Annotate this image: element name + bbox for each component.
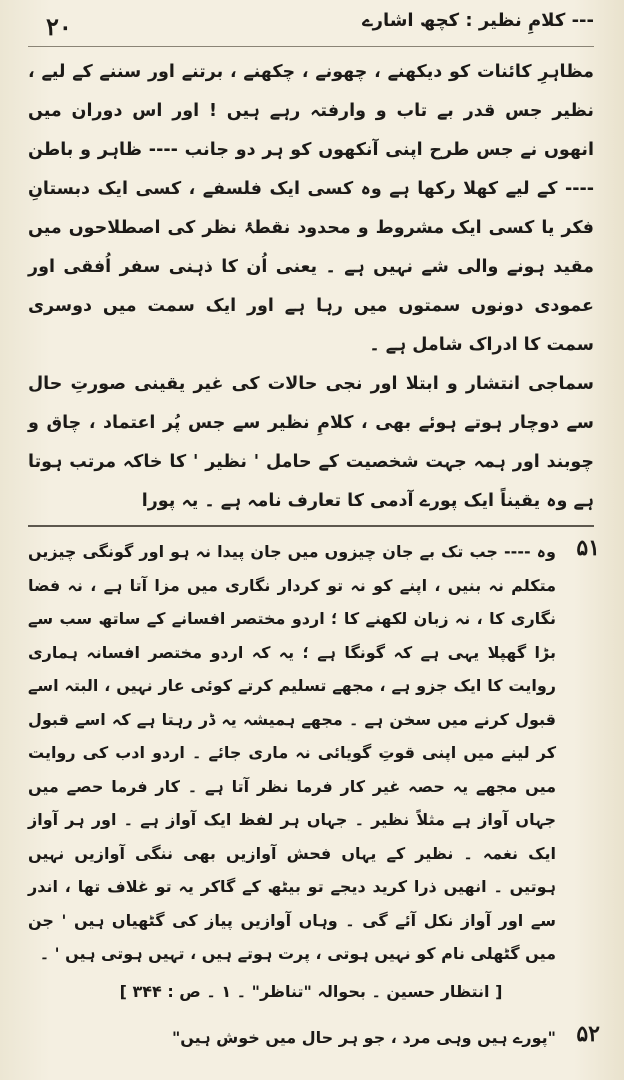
page-number: ۲۰ <box>46 12 72 41</box>
footnote-divider <box>28 525 594 527</box>
main-text <box>28 53 594 521</box>
footnote-marker: ۵۲ <box>576 1020 600 1047</box>
footnote <box>28 1020 600 1055</box>
footnote-marker: ۵۱ <box>576 535 600 561</box>
running-title: --- کلامِ نظیر : کچھ اشارے <box>362 10 594 31</box>
footnote <box>28 535 600 971</box>
paragraph: سماجی انتشار و ابتلا اور نجی حالات کی غیر یقینی صورتِ حال سے دوچار ہوتے ہوئے بھی ، کلامِ نظیر سے جس پُر اعتماد ، چاق و چوبند اور ہمہ جہت شخصیت کے حامل ' نظیر ' کا خاکہ مرتب ہوتا ہے وہ یقیناً ایک پورے آدمی کا تعارف نامہ ہے ۔ یہ پورا <box>28 374 594 511</box>
citation: [ انتظار حسین ۔ بحوالہ "تناظر" ۔ ۱ ۔ ص : ۳۴۴ ] <box>119 981 503 1001</box>
footnote-text: وہ ---- جب تک بے جان چیزوں میں جان پیدا نہ ہو اور گونگی چیزیں متکلم نہ بنیں ، اپنے کو نہ تو کردار نگاری میں مزا آتا ہے ، نہ فضا نگاری کا ، نہ زبان لکھنے کا ؛ اردو مختصر افسانے کے ساتھ سب سے بڑا گھپلا یہی ہے کہ گونگا ہے ؛ یہ کہ اردو مختصر افسانہ ہماری روایت کا ایک جزو ہے ، مجھے تسلیم کرتے کوئی عار نہیں ، البتہ اسے قبول کرنے میں سخن ہے ۔ مجھے ہمیشہ یہ ڈر رہتا ہے کہ اسے قبول کر لینے میں اپنی قوتِ گویائی نہ ماری جائے ۔ اردو ادب کی روایت میں مجھے یہ حصہ غیر کار فرما نظر آتا ہے ۔ کار فرما حصے میں جہاں آواز ہے مثلاً نظیر ۔ جہاں ہر لفظ ایک آواز ہے ۔ اور ہر آواز ایک نغمہ ۔ نظیر کے یہاں فحش آوازیں بھی ننگی آوازیں نہیں ہوتیں ۔ انھیں ذرا کرید دیجے تو بیٹھ کے گاکر یہ تو غلاف تھا ، اندر سے اور آواز نکل آئے گی ۔ وہاں آوازیں پیاز کی گٹھیاں ہیں ' جن میں گٹھلی نام کو نہیں ہوتی ، پرت ہوتے ہیں ، تہیں ہوتی ہیں ' ۔ <box>28 542 556 963</box>
paragraph: مظاہرِ کائنات کو دیکھنے ، چھونے ، چکھنے ، برتنے اور سننے کے لیے ، نظیر جس قدر بے تاب و وارفتہ رہے ہیں ! اور اس دوران میں انھوں نے جس طرح اپنی آنکھوں کو ہر دو جانب ---- ظاہر و باطن ---- کے لیے کھلا رکھا ہے وہ کسی ایک فلسفے ، کسی ایک دبستانِ فکر یا کسی ایک مشروط و محدود نقطۂ نظر کی اصطلاحوں میں مقید ہونے والی شے نہیں ہے ۔ یعنی اُن کا ذہنی سفر اُفقی اور عمودی دونوں سمتوں میں رہا ہے اور ایک سمت میں دوسری سمت کا ادراک شامل ہے ۔ <box>28 62 594 355</box>
footnote-text: "پورے ہیں وہی مرد ، جو ہر حال میں خوش ہیں" <box>171 1027 556 1047</box>
page-header <box>28 6 594 47</box>
